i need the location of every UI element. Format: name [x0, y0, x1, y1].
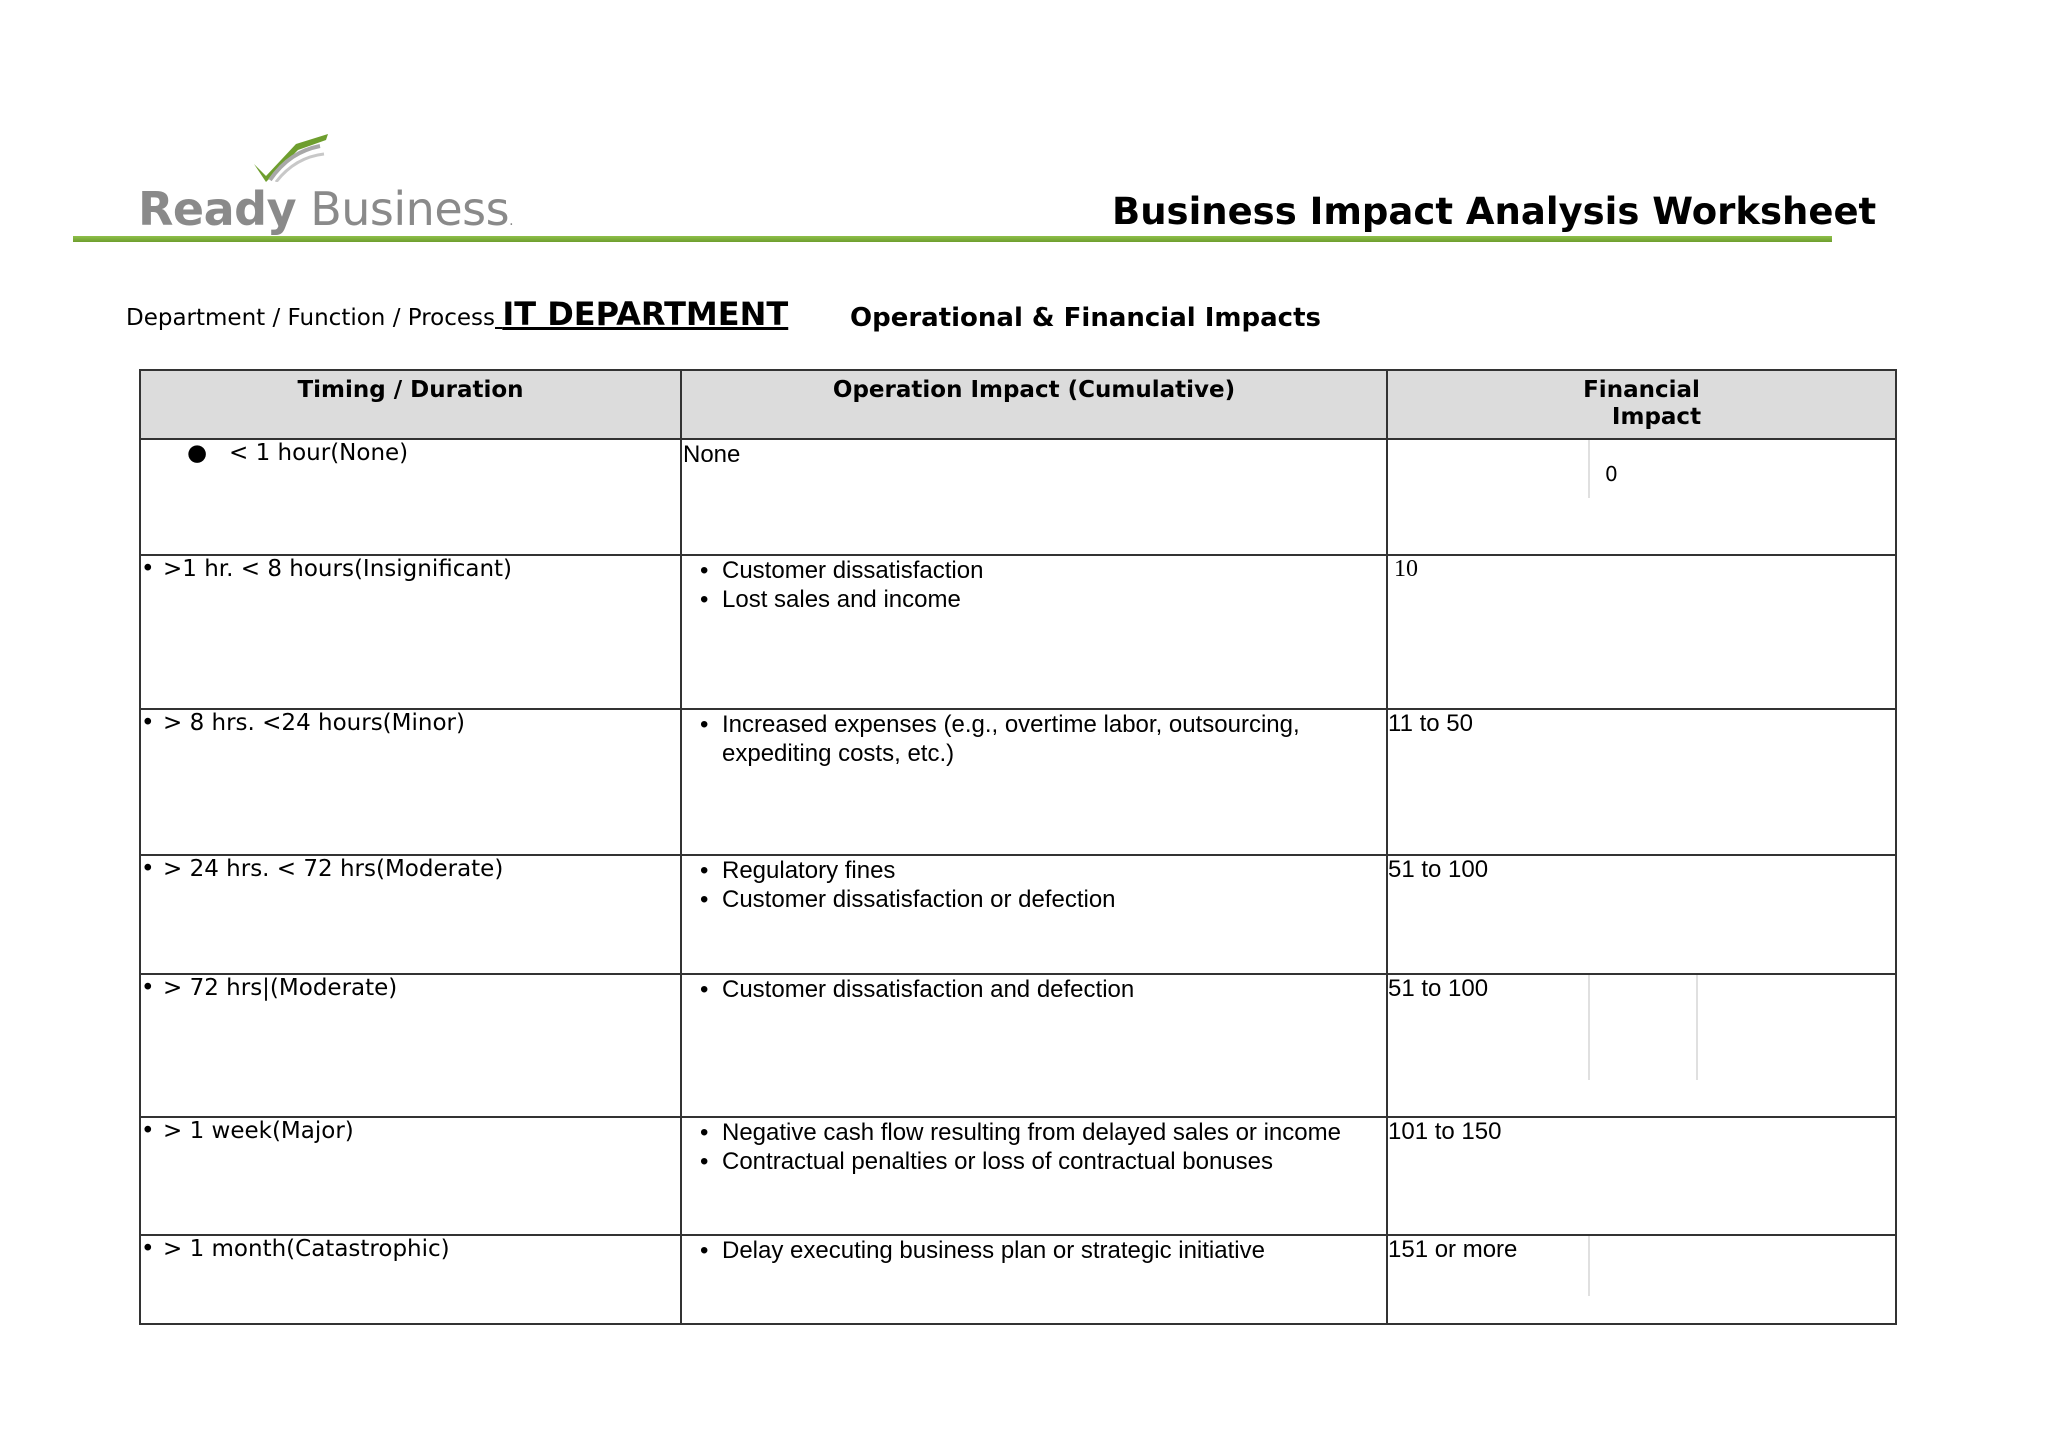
financial-impact-cell: 51 to 100 [1387, 855, 1896, 974]
timing-cell: ● < 1 hour(None) [140, 439, 681, 555]
operation-impact-cell: • Delay executing business plan or strategic initiative [681, 1235, 1387, 1324]
operation-impact-cell: None [681, 439, 1387, 555]
section-title: Operational & Financial Impacts [850, 303, 1321, 333]
page-title: Business Impact Analysis Worksheet [1112, 190, 1877, 233]
timing-cell: • > 24 hrs. < 72 hrs(Moderate) [140, 855, 681, 974]
checkmark-swoosh-icon [250, 130, 330, 182]
financial-impact-cell: 51 to 100 [1387, 974, 1896, 1117]
table-row [140, 439, 1896, 555]
table-row [140, 555, 1896, 709]
header-financial-impact: Financial Impact [1387, 370, 1896, 439]
department-line [126, 295, 788, 333]
timing-cell: • > 1 week(Major) [140, 1117, 681, 1235]
department-label: Department / Function / Process [126, 305, 495, 331]
table-row [140, 1235, 1896, 1324]
operation-impact-cell: • Regulatory fines • Customer dissatisfaction or defection [681, 855, 1387, 974]
operation-impact-cell: • Increased expenses (e.g., overtime labor, outsourcing, expediting costs, etc.) [681, 709, 1387, 855]
financial-impact-cell: 101 to 150 [1387, 1117, 1896, 1235]
table-header-row [140, 370, 1896, 439]
financial-impact-cell: 0 [1387, 439, 1896, 555]
financial-impact-cell: 151 or more [1387, 1235, 1896, 1324]
timing-cell: • > 8 hrs. <24 hours(Minor) [140, 709, 681, 855]
header-operation-impact: Operation Impact (Cumulative) [681, 370, 1387, 439]
logo-text: Ready Business. [138, 182, 514, 236]
ready-business-logo [138, 130, 514, 240]
timing-cell: • >1 hr. < 8 hours(Insignificant) [140, 555, 681, 709]
table-row [140, 1117, 1896, 1235]
operation-impact-cell: • Customer dissatisfaction • Lost sales and income [681, 555, 1387, 709]
table-row [140, 855, 1896, 974]
operation-impact-cell: • Customer dissatisfaction and defection [681, 974, 1387, 1117]
timing-cell: • > 1 month(Catastrophic) [140, 1235, 681, 1324]
financial-impact-cell: 11 to 50 [1387, 709, 1896, 855]
header-divider [73, 236, 1832, 242]
header-timing: Timing / Duration [140, 370, 681, 439]
department-value: IT DEPARTMENT [502, 295, 789, 333]
timing-cell: • > 72 hrs|(Moderate) [140, 974, 681, 1117]
impact-table [139, 369, 1897, 1325]
financial-impact-cell: 10 [1387, 555, 1896, 709]
operation-impact-cell: • Negative cash flow resulting from delayed sales or income • Contractual penalties or loss of contractual bonuses [681, 1117, 1387, 1235]
table-row [140, 974, 1896, 1117]
table-row [140, 709, 1896, 855]
